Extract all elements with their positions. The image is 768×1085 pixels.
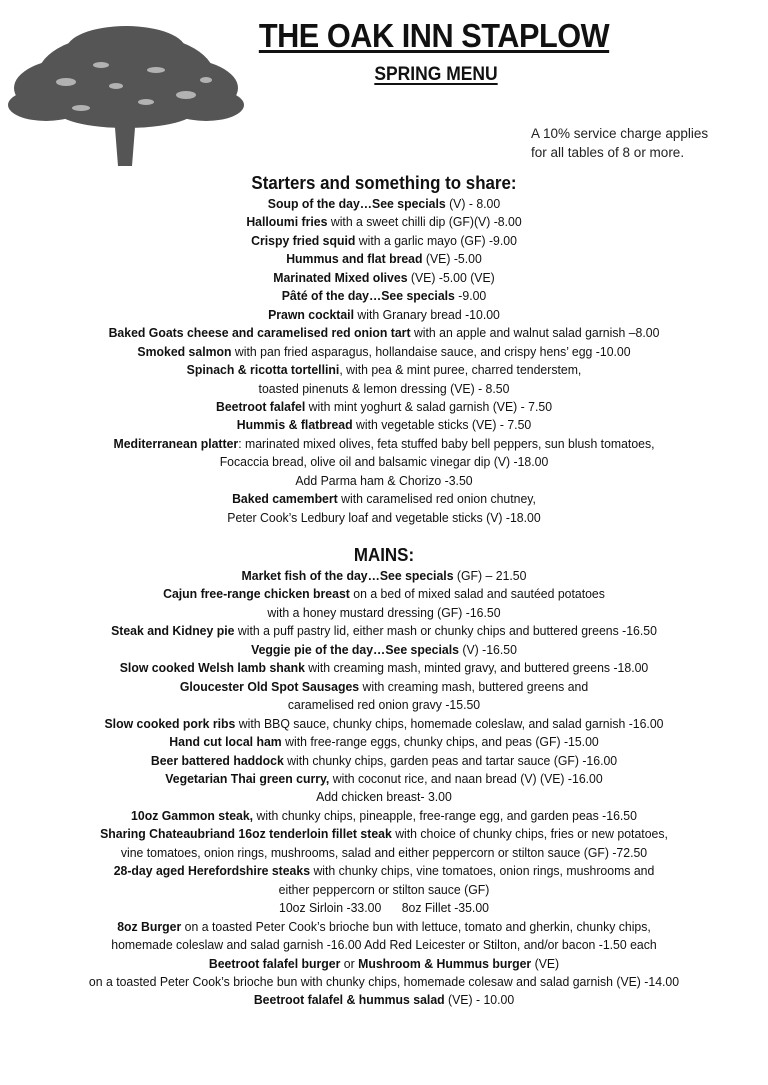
menu-item-continued: vine tomatoes, onion rings, mushrooms, salad and either peppercorn or stilton sauce (GF) -72.50 (120, 844, 648, 860)
menu-item: Halloumi fries with a sweet chilli dip (GF)(V) -8.00 (246, 214, 522, 230)
menu-item: Beetroot falafel & hummus salad (VE) - 10.00 (253, 992, 515, 1008)
menu-item: Hummis & flatbread with vegetable sticks (VE) - 7.50 (236, 417, 532, 433)
menu-item-continued: toasted pinenuts & lemon dressing (VE) - 8.50 (258, 380, 510, 396)
menu-item: 8oz Burger on a toasted Peter Cook’s brioche bun with lettuce, tomato and gherkin, chunky chips, (117, 918, 651, 934)
section-heading: Starters and something to share: (251, 173, 517, 193)
menu-item: Gloucester Old Spot Sausages with creaming mash, buttered greens and (179, 678, 589, 694)
menu-item: Hand cut local ham with free-range eggs, chunky chips, and peas (GF) -15.00 (169, 734, 599, 750)
menu-item: Marinated Mixed olives (VE) -5.00 (VE) (273, 269, 495, 285)
menu-item: Prawn cocktail with Granary bread -10.00 (268, 306, 500, 322)
service-charge-notice (531, 124, 731, 162)
menu-item: Vegetarian Thai green curry, with coconut rice, and naan bread (V) (VE) -16.00 (165, 770, 603, 786)
menu-item: Spinach & ricotta tortellini, with pea & mint puree, charred tenderstem, (186, 362, 582, 378)
oak-tree-icon (6, 20, 244, 166)
menu-item: Beetroot falafel burger or Mushroom & Hummus burger (VE) (208, 955, 560, 971)
menu-item: Sharing Chateaubriand 16oz tenderloin fillet steak with choice of chunky chips, fries or new potatoes, (100, 826, 668, 842)
menu-item: Mediterranean platter: marinated mixed olives, feta stuffed baby bell peppers, sun blush tomatoes, (113, 435, 655, 451)
steak-options: 10oz Sirloin -33.00 8oz Fillet -35.00 (278, 900, 489, 916)
menu-item: Market fish of the day…See specials (GF) – 21.50 (241, 568, 527, 583)
restaurant-title: THE OAK INN STAPLOW (258, 17, 610, 54)
menu-item: Hummus and flat bread (VE) -5.00 (286, 251, 482, 267)
menu-item: Baked Goats cheese and caramelised red onion tart with an apple and walnut salad garnish –8.00 (108, 325, 660, 341)
section-heading: MAINS: (353, 545, 415, 565)
menu-item-continued: caramelised red onion gravy -15.50 (287, 697, 481, 713)
menu-item: Steak and Kidney pie with a puff pastry lid, either mash or chunky chips and buttered greens -16.50 (111, 623, 657, 639)
menu-item: Slow cooked pork ribs with BBQ sauce, chunky chips, homemade coleslaw, and salad garnish -16.00 (104, 715, 664, 731)
menu-item-continued: either peppercorn or stilton sauce (GF) (278, 881, 490, 897)
menu-item: Smoked salmon with pan fried asparagus, hollandaise sauce, and crispy hens’ egg -10.00 (137, 343, 631, 359)
menu-item-continued: homemade coleslaw and salad garnish -16.00 Add Red Leicester or Stilton, and/or bacon -1.50 each (111, 937, 657, 953)
menu-item: 28-day aged Herefordshire steaks with chunky chips, vine tomatoes, onion rings, mushrooms and (113, 863, 655, 879)
menu-item: Beetroot falafel with mint yoghurt & salad garnish (VE) - 7.50 (215, 398, 553, 414)
menu-item: Slow cooked Welsh lamb shank with creaming mash, minted gravy, and buttered greens -18.00 (119, 660, 649, 676)
menu-item-continued: Focaccia bread, olive oil and balsamic vinegar dip (V) -18.00 (219, 454, 549, 470)
menu-item-addon: Add chicken breast- 3.00 (316, 789, 452, 805)
notice-line: A 10% service charge applies (531, 126, 709, 141)
menu-item: Veggie pie of the day…See specials (V) -16.50 (251, 641, 517, 657)
menu-item-continued: on a toasted Peter Cook’s brioche bun with chunky chips, homemade colesaw and salad garnish (VE) -14.00 (88, 973, 680, 989)
menu-item: 10oz Gammon steak, with chunky chips, pineapple, free-range egg, and garden peas -16.50 (131, 807, 637, 823)
menu-item: Beer battered haddock with chunky chips, garden peas and tartar sauce (GF) -16.00 (150, 752, 618, 768)
menu-item: Pâté of the day…See specials -9.00 (281, 288, 487, 304)
menu-item: Crispy fried squid with a garlic mayo (GF) -9.00 (251, 232, 517, 248)
menu-item: Cajun free-range chicken breast on a bed of mixed salad and sautéed potatoes (163, 586, 605, 602)
menu-item-continued: Peter Cook’s Ledbury loaf and vegetable sticks (V) -18.00 (227, 509, 541, 525)
menu-item-continued: with a honey mustard dressing (GF) -16.50 (267, 604, 501, 620)
menu-item-addon: Add Parma ham & Chorizo -3.50 (295, 472, 473, 488)
menu-item: Soup of the day…See specials (V) - 8.00 (267, 196, 501, 211)
menu-subtitle: SPRING MENU (374, 64, 498, 85)
menu-item: Baked camembert with caramelised red onion chutney, (232, 491, 536, 507)
mains-section (0, 543, 768, 1010)
starters-section (0, 171, 768, 527)
notice-line: for all tables of 8 or more. (531, 145, 685, 160)
